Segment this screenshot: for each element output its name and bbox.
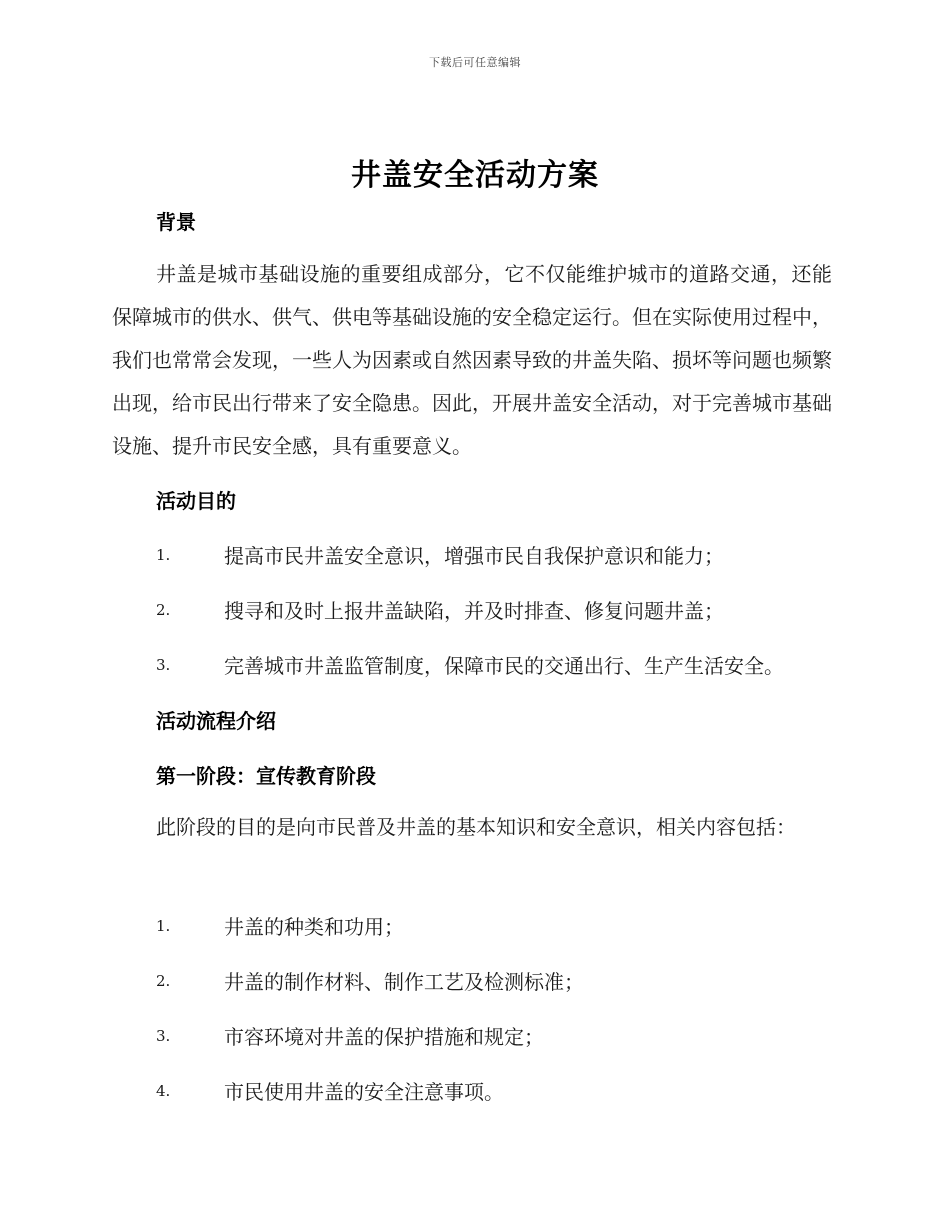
section-heading-background: 背景 bbox=[156, 210, 196, 234]
list-item bbox=[156, 540, 846, 569]
list-text: 井盖的制作材料、制作工艺及检测标准； bbox=[224, 970, 584, 994]
stage1-paragraph: 此阶段的目的是向市民普及井盖的基本知识和安全意识，相关内容包括： bbox=[156, 815, 796, 839]
list-number: 4. bbox=[156, 1081, 171, 1100]
list-item bbox=[156, 911, 846, 940]
list-item bbox=[156, 966, 846, 995]
section-heading-process: 活动流程介绍 bbox=[156, 709, 276, 733]
list-text: 提高市民井盖安全意识，增强市民自我保护意识和能力； bbox=[224, 544, 724, 568]
list-item bbox=[156, 1076, 846, 1105]
header-note: 下载后可任意编辑 bbox=[429, 56, 521, 69]
section-heading-purpose: 活动目的 bbox=[156, 489, 236, 513]
list-item bbox=[156, 650, 846, 679]
list-number: 2. bbox=[156, 600, 171, 619]
list-item bbox=[156, 595, 846, 624]
list-item bbox=[156, 1021, 846, 1050]
background-paragraph: 井盖是城市基础设施的重要组成部分，它不仅能维护城市的道路交通，还能保障城市的供水、供气、供电等基础设施的安全稳定运行。但在实际使用过程中，我们也常常会发现，一些人为因素或自然因素导致的井盖失陷、损坏等问题也频繁出现，给市民出行带来了安全隐患。因此，开展井盖安全活动，对于完善城市基础设施、提升市民安全感，具有重要意义。 bbox=[112, 262, 832, 458]
list-text: 完善城市井盖监管制度，保障市民的交通出行、生产生活安全。 bbox=[224, 654, 784, 678]
list-number: 1. bbox=[156, 545, 171, 564]
list-text: 市容环境对井盖的保护措施和规定； bbox=[224, 1025, 544, 1049]
list-text: 搜寻和及时上报井盖缺陷，并及时排查、修复问题井盖； bbox=[224, 599, 724, 623]
stage1-heading: 第一阶段：宣传教育阶段 bbox=[156, 764, 376, 788]
list-number: 2. bbox=[156, 971, 171, 990]
list-number: 3. bbox=[156, 655, 171, 674]
list-number: 1. bbox=[156, 916, 171, 935]
list-number: 3. bbox=[156, 1026, 171, 1045]
list-text: 市民使用井盖的安全注意事项。 bbox=[224, 1080, 504, 1104]
document-title: 井盖安全活动方案 bbox=[351, 158, 599, 193]
list-text: 井盖的种类和功用； bbox=[224, 915, 404, 939]
